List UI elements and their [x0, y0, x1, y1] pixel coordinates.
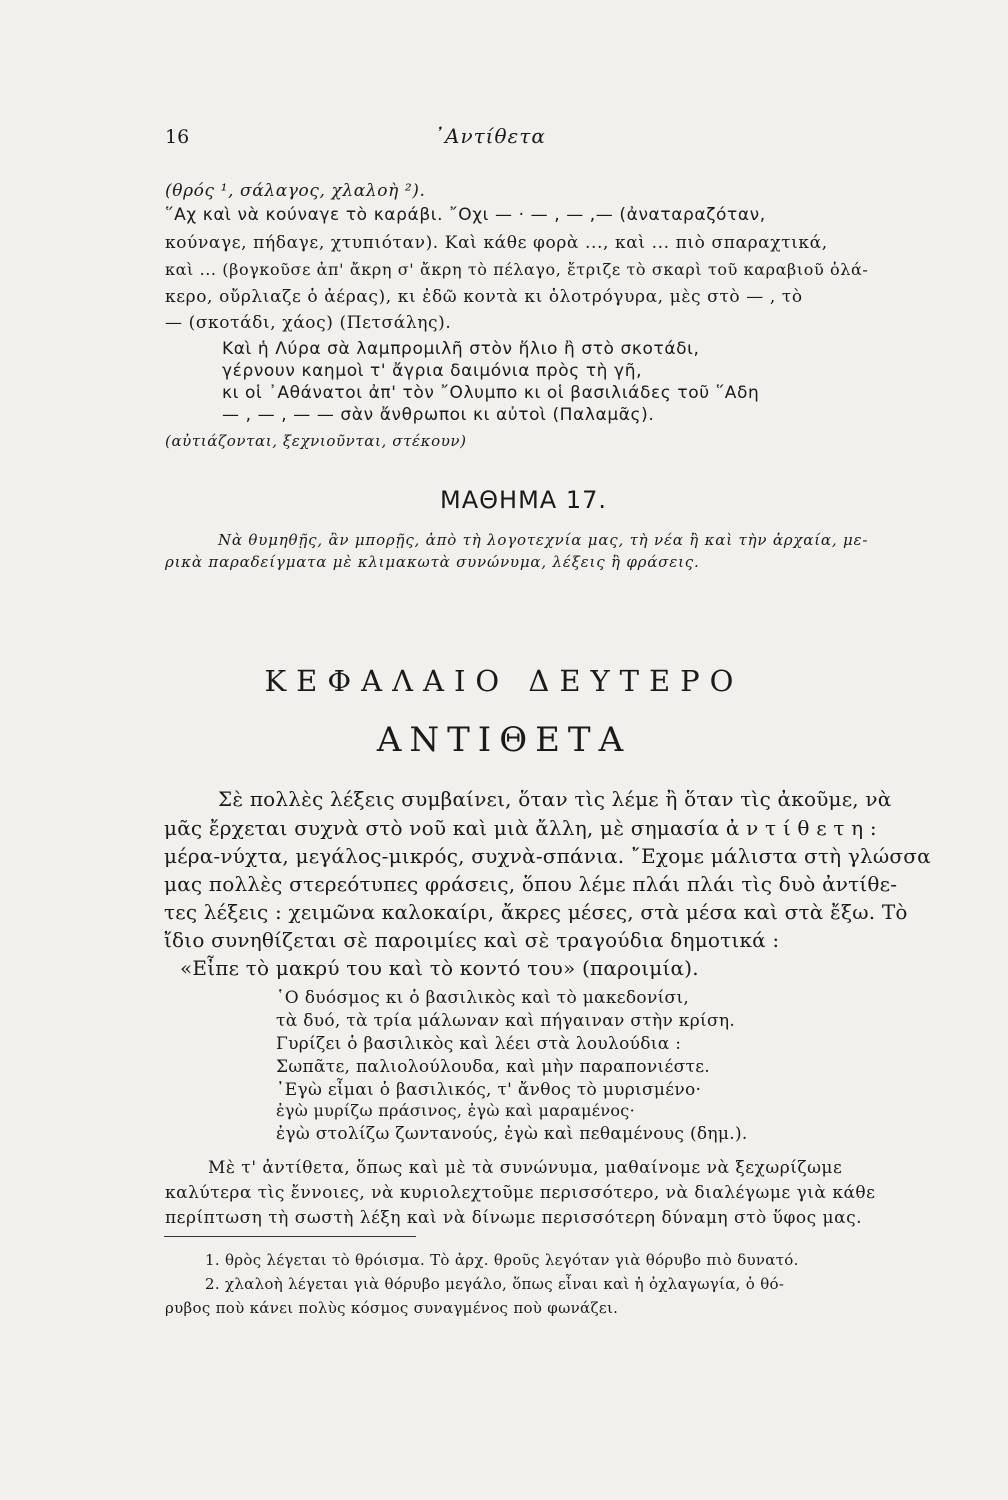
chapter-title: ΑΝΤΙΘΕΤΑ [376, 720, 632, 760]
verse-line: Σωπᾶτε, παλιολούλουδα, καὶ μὴν παραπονιέστε. [276, 1057, 710, 1077]
body-line: μέρα-νύχτα, μεγάλος-μικρός, συχνὰ-σπάνια. ῎Εχομε μάλιστα στὴ γλώσσα [164, 844, 931, 868]
body-line: μας πολλὲς στερεότυπες φράσεις, ὅπου λέμε πλάι πλάι τὶς δυὸ ἀντίθε- [164, 872, 898, 896]
closing-line: περίπτωση τὴ σωστὴ λέξη καὶ νὰ δίνωμε περισσότερη δύναμη στὸ ὕφος μας. [165, 1208, 863, 1228]
running-title: ᾿Αντίθετα [434, 124, 546, 148]
exercise-line: (θρός ¹, σάλαγος, χλαλοὴ ²). [165, 181, 426, 201]
footnote-line: ρυβος ποὺ κάνει πολὺς κόσμος συναγμένος ποὺ φωνάζει. [165, 1299, 619, 1317]
footnote-line: 1. θρὸς λέγεται τὸ θρόισμα. Τὸ ἀρχ. θροῦς λεγόταν γιὰ θόρυβο πιὸ δυνατό. [205, 1251, 799, 1269]
exercise-line: ῞Αχ καὶ νὰ κούναγε τὸ καράβι. ῎Οχι — · — , — ,— (ἀναταραζόταν, [165, 205, 766, 225]
lesson-line: ρικὰ παραδείγματα μὲ κλιμακωτὰ συνώνυμα, λέξεις ἢ φράσεις. [165, 553, 700, 571]
body-line: Σὲ πολλὲς λέξεις συμβαίνει, ὅταν τὶς λέμε ἢ ὅταν τὶς ἀκοῦμε, νὰ [218, 787, 892, 811]
body-line: τες λέξεις : χειμῶνα καλοκαίρι, ἄκρες μέσες, στὰ μέσα καὶ στὰ ἔξω. Τὸ [164, 900, 908, 924]
footnote-rule [164, 1236, 416, 1237]
body-line: ἴδιο συνηθίζεται σὲ παροιμίες καὶ σὲ τραγούδια δημοτικά : [164, 928, 780, 952]
footnote-line: 2. χλαλοὴ λέγεται γιὰ θόρυβο μεγάλο, ὅπως εἶναι καὶ ἡ ὀχλαγωγία, ὁ θό- [205, 1275, 785, 1293]
verse-line: ῾Ο δυόσμος κι ὁ βασιλικὸς καὶ τὸ μακεδονίσι, [276, 988, 690, 1008]
answer-line: (αὐτιάζονται, ξεχνιοῦνται, στέκουν) [165, 432, 467, 450]
verse-line: τὰ δυό, τὰ τρία μάλωναν καὶ πήγαιναν στὴν κρίση. [276, 1011, 736, 1031]
poem-line: κι οἱ ᾿Αθάνατοι ἀπ' τὸν ῎Ολυμπο κι οἱ βασιλιάδες τοῦ ῞Αδη [222, 383, 760, 403]
verse-line: ἐγὼ μυρίζω πράσινος, ἐγὼ καὶ μαραμένος· [276, 1101, 635, 1120]
page-number: 16 [165, 126, 190, 148]
exercise-line: κούναγε, πήδαγε, χτυπιόταν). Καὶ κάθε φορὰ ..., καὶ ... πιὸ σπαραχτικά, [165, 233, 828, 253]
exercise-line: κερο, οὔρλιαζε ὁ ἀέρας), κι ἐδῶ κοντὰ κι ὁλοτρόγυρα, μὲς στὸ — , τὸ [165, 287, 803, 307]
body-line: «Εἶπε τὸ μακρύ του καὶ τὸ κοντό του» (παροιμία). [180, 956, 699, 980]
closing-line: Μὲ τ' ἀντίθετα, ὅπως καὶ μὲ τὰ συνώνυμα, μαθαίνομε νὰ ξεχωρίζωμε [208, 1158, 843, 1178]
poem-line: γέρνουν καημοὶ τ' ἄγρια δαιμόνια πρὸς τὴ γῆ, [222, 361, 643, 381]
poem-line: Καὶ ἡ Λύρα σὰ λαμπρομιλῆ στὸν ἥλιο ἢ στὸ σκοτάδι, [222, 339, 700, 359]
exercise-line: — (σκοτάδι, χάος) (Πετσάλης). [165, 313, 452, 333]
poem-line: — , — , — — σὰν ἄνθρωποι κι αὐτοὶ (Παλαμᾶς). [222, 405, 655, 425]
body-line: μᾶς ἔρχεται συχνὰ στὸ νοῦ καὶ μιὰ ἄλλη, μὲ σημασία ἀ ν τ ί θ ε τ η : [164, 816, 877, 840]
verse-line: Γυρίζει ὁ βασιλικὸς καὶ λέει στὰ λουλούδια : [276, 1034, 682, 1054]
verse-line: ἐγὼ στολίζω ζωντανούς, ἐγὼ καὶ πεθαμένους (δημ.). [276, 1124, 748, 1144]
lesson-title: ΜΑΘΗΜΑ 17. [440, 486, 607, 514]
lesson-line: Νὰ θυμηθῇς, ἂν μπορῇς, ἀπὸ τὴ λογοτεχνία μας, τὴ νέα ἢ καὶ τὴν ἀρχαία, με- [218, 531, 869, 549]
chapter-label: ΚΕΦΑΛΑΙΟ ΔΕΥΤΕΡΟ [264, 664, 744, 698]
closing-line: καλύτερα τὶς ἔννοιες, νὰ κυριολεχτοῦμε περισσότερο, νὰ διαλέγωμε γιὰ κάθε [165, 1183, 876, 1203]
exercise-line: καὶ ... (βογκοῦσε ἀπ' ἄκρη σ' ἄκρη τὸ πέλαγο, ἔτριζε τὸ σκαρὶ τοῦ καραβιοῦ ὁλά- [165, 260, 869, 279]
verse-line: ᾿Εγὼ εἶμαι ὁ βασιλικός, τ' ἄνθος τὸ μυρισμένο· [276, 1080, 702, 1100]
